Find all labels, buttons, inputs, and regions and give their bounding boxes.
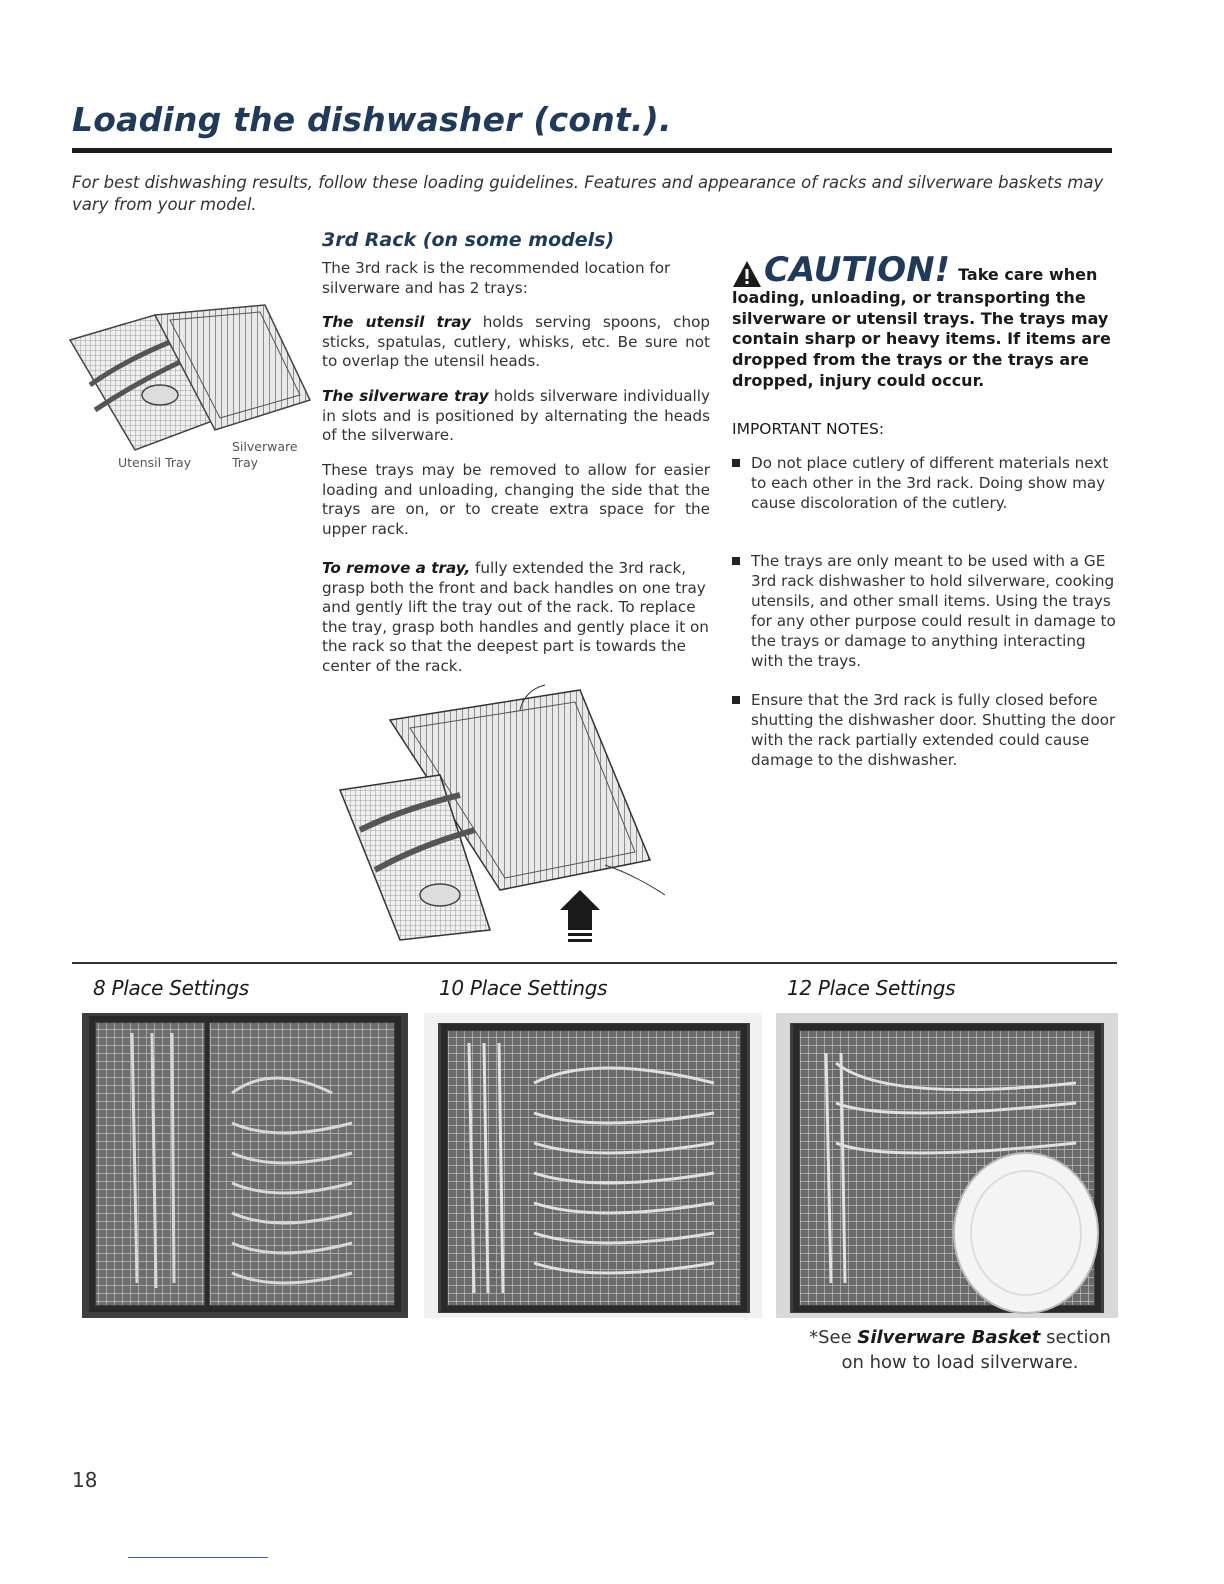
page-title: Loading the dishwasher (cont.).	[72, 100, 672, 139]
note-emphasis: Silverware Basket	[857, 1327, 1041, 1348]
caution-header	[732, 252, 1117, 288]
silverware-text: holds silverware individually in slots and is positioned by alternating the heads of the silverware.	[322, 387, 710, 444]
place-settings-title-8: 8 Place Settings	[93, 976, 249, 1000]
footer-line	[128, 1557, 268, 1558]
place-settings-title-10: 10 Place Settings	[439, 976, 608, 1000]
note-text: The trays are only meant to be used with a GE 3rd rack dishwasher to hold silverware, cooking utensils, and other small items. Using the trays for any other purpose could result in damage to the trays or damage to anything interacting with the trays.	[751, 552, 1116, 670]
remove-paragraph: These trays may be removed to allow for easier loading and unloading, changing the side that the trays are on, or to create extra space for the upper rack.	[322, 461, 710, 538]
caution-text: loading, unloading, or transporting the silverware or utensil trays. The trays may contain sharp or heavy items. If items are dropped from the trays or the trays are dropped, injury could occur.	[732, 288, 1111, 390]
intro-text: For best dishwashing results, follow these loading guidelines. Features and appearance of racks and silverware baskets may vary from your model.	[72, 173, 1104, 214]
silverware-tray-label: Silverware	[232, 439, 298, 454]
caution-block	[732, 252, 1117, 392]
title-rule	[72, 148, 1112, 153]
silverware-basket-note	[795, 1325, 1125, 1375]
rack-removal-illustration	[330, 680, 710, 950]
caution-lead: Take care when	[958, 265, 1098, 284]
silverware-paragraph	[322, 387, 710, 446]
silverware-lead: The silverware tray	[322, 387, 489, 405]
rack-photo-8-settings	[82, 1013, 408, 1318]
bullet-square-icon	[732, 557, 740, 565]
bullet-square-icon	[732, 459, 740, 467]
silverware-tray-label-line2: Tray	[232, 455, 258, 470]
note-item	[732, 690, 1120, 770]
note-suffix: section	[1040, 1327, 1111, 1348]
place-settings-title-12: 12 Place Settings	[787, 976, 956, 1000]
note-prefix: *See	[809, 1327, 858, 1348]
notes-heading: IMPORTANT NOTES:	[732, 420, 885, 438]
utensil-text: holds serving spoons, chop sticks, spatulas, cutlery, whisks, etc. Be sure not to overlap the utensil heads.	[322, 313, 710, 370]
trays-illustration	[65, 300, 315, 460]
note-text: Ensure that the 3rd rack is fully closed before shutting the dishwasher door. Shutting the door with the rack partially extended could cause damage to the dishwasher.	[751, 691, 1116, 769]
utensil-tray-label: Utensil Tray	[118, 455, 192, 470]
note-text: Do not place cutlery of different materials next to each other in the 3rd rack. Doing show may cause discoloration of the cutlery.	[751, 454, 1109, 512]
note-line2: on how to load silverware.	[841, 1352, 1079, 1373]
rack-intro: The 3rd rack is the recommended location for silverware and has 2 trays:	[322, 259, 671, 297]
warning-triangle-icon	[732, 260, 762, 288]
bullet-square-icon	[732, 696, 740, 704]
caution-word: CAUTION!	[764, 250, 951, 290]
note-item	[732, 551, 1120, 671]
howto-lead: To remove a tray,	[322, 559, 471, 577]
howto-text: fully extended the 3rd rack, grasp both the front and back handles on one tray and gently lift the tray out of the rack. To replace the tray, grasp both handles and gently place it on the rack so that the deepest part is towards the center of the rack.	[322, 559, 709, 675]
page-number: 18	[72, 1468, 98, 1492]
section-rule	[72, 962, 1117, 964]
howto-paragraph	[322, 559, 710, 676]
utensil-lead: The utensil tray	[322, 313, 471, 331]
note-item	[732, 453, 1120, 513]
utensil-paragraph	[322, 313, 710, 372]
rack-photo-12-settings	[776, 1013, 1118, 1318]
rack-heading: 3rd Rack (on some models)	[322, 229, 615, 251]
rack-photo-10-settings	[424, 1013, 762, 1318]
